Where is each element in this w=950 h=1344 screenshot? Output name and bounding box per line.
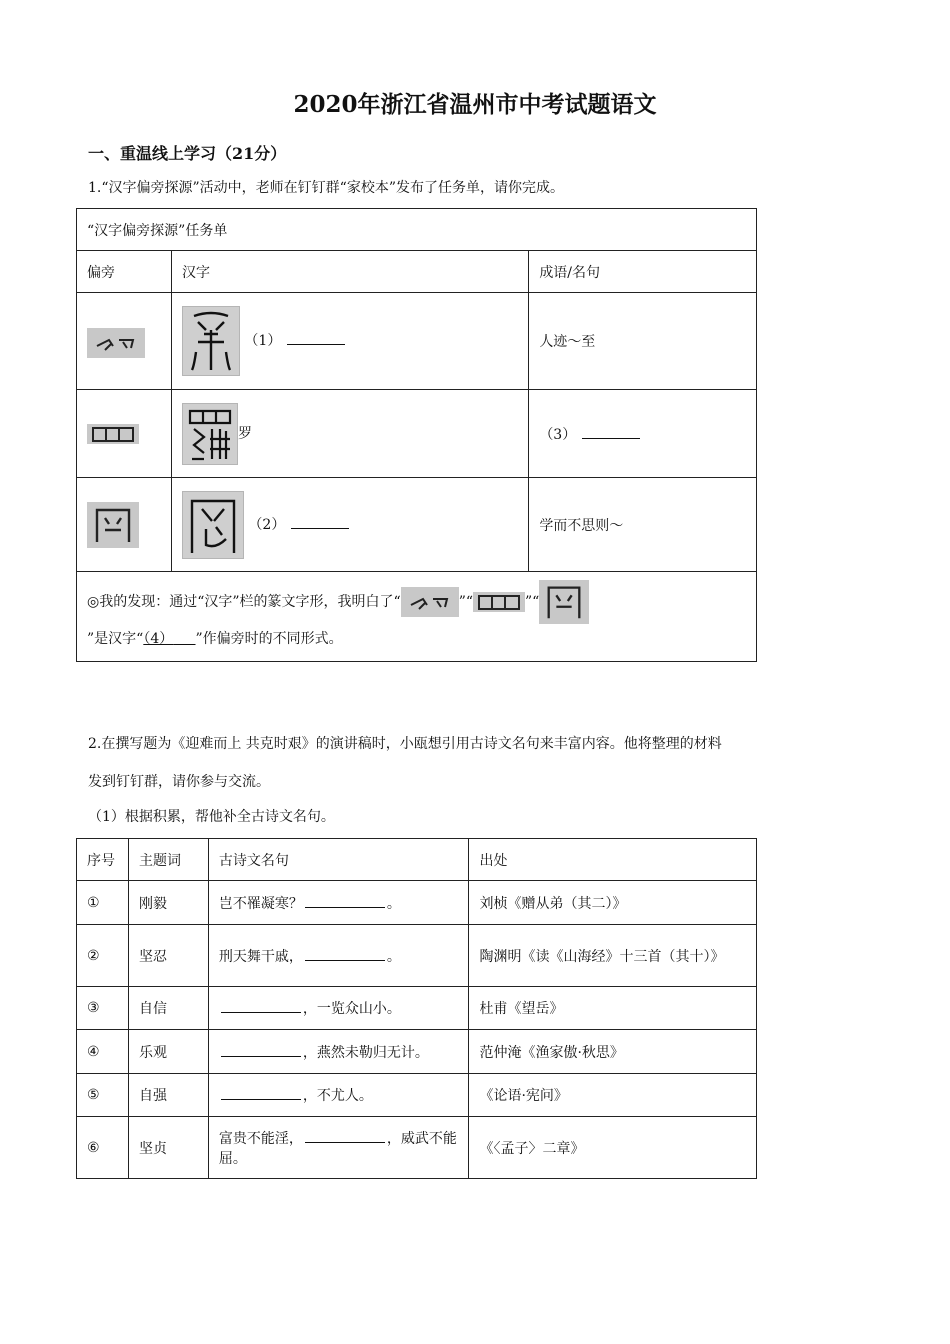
header-quote: 古诗文名句 (208, 839, 469, 881)
quote-before: 富贵不能淫， (218, 1130, 303, 1147)
row-quote (208, 1030, 469, 1074)
table-row (77, 1117, 757, 1179)
row-source: 《〈孟子〉二章》 (469, 1117, 757, 1179)
row-num: ② (77, 925, 129, 987)
quote-blank[interactable] (305, 1142, 385, 1143)
finding-suffix-b: ”作偏旁时的不同形式。 (195, 630, 343, 647)
finding-prefix: ◎我的发现：通过“汉字”栏的篆文字形，我明白了“ (87, 593, 401, 610)
row-quote (208, 1074, 469, 1117)
quote-after: ，不尤人。 (302, 1088, 373, 1104)
seal-han-icon (182, 306, 240, 376)
row-theme: 自信 (128, 987, 208, 1030)
radical-wang-top-icon (401, 587, 459, 617)
answer-blank-3[interactable] (582, 438, 640, 439)
row-theme: 刚毅 (128, 881, 208, 925)
phrase-cell-2: 学而不思则～ (529, 478, 757, 572)
row-num: ③ (77, 987, 129, 1030)
row-source: 刘桢《赠从弟（其二）》 (469, 881, 757, 925)
quote-after: 。 (386, 948, 401, 965)
char-label-1: （1） (244, 333, 282, 349)
quote-blank[interactable] (305, 907, 385, 908)
phrase-cell-1: 人迹～至 (529, 293, 757, 390)
row-theme: 乐观 (128, 1030, 208, 1074)
table-row (77, 925, 757, 987)
table-row (77, 1074, 757, 1117)
row-source: 陶渊明《读《山海经》十三首（其十）》 (469, 925, 757, 987)
question-2-line2: 发到钉钉群，请你参与交流。 (88, 774, 270, 790)
finding-quote-sep: ”“ (458, 593, 474, 610)
quote-after: 。 (386, 895, 401, 912)
table-caption: “汉字偏旁探源”任务单 (77, 209, 757, 251)
phrase-cell-3: （3） (539, 426, 577, 443)
char-label-2: 罗 (237, 425, 252, 442)
row-quote (208, 925, 469, 987)
header-phrase: 成语/名句 (529, 251, 757, 293)
row-theme: 坚忍 (128, 925, 208, 987)
quote-after: ，燕然未勒归无计。 (302, 1044, 429, 1061)
row-theme: 坚贞 (128, 1117, 208, 1179)
row-num: ④ (77, 1030, 129, 1074)
header-theme: 主题词 (128, 839, 208, 881)
quote-blank[interactable] (305, 960, 385, 961)
blank-4-label: （4） (143, 630, 174, 647)
header-radical: 偏旁 (77, 251, 172, 293)
quote-after: ，威武不能屈。 (218, 1130, 457, 1167)
table-row (77, 478, 757, 572)
page-title: 2020年浙江省温州市中考试题语文 (293, 91, 657, 118)
row-num: ① (77, 881, 129, 925)
seal-luo-icon (182, 403, 238, 465)
quote-before: 岂不罹凝寒？ (218, 895, 303, 912)
section-heading: 一、重温线上学习（21分） (88, 144, 287, 163)
radical-wang-frame-icon (539, 580, 589, 624)
row-quote (208, 881, 469, 925)
table-row (77, 293, 757, 390)
finding-suffix-a: ”是汉字“ (87, 630, 144, 647)
radical-task-table (76, 208, 757, 662)
table-row (77, 1030, 757, 1074)
quote-before: 刑天舞干戚， (218, 948, 303, 965)
row-num: ⑥ (77, 1117, 129, 1179)
radical-wang-net-icon (87, 424, 139, 444)
row-num: ⑤ (77, 1074, 129, 1117)
quote-blank[interactable] (221, 1056, 301, 1057)
answer-blank-2[interactable] (291, 528, 349, 529)
table-row (77, 881, 757, 925)
question-2-sub1: （1）根据积累，帮他补全古诗文名句。 (88, 809, 335, 825)
row-quote (208, 1117, 469, 1179)
row-quote (208, 987, 469, 1030)
answer-blank-1[interactable] (287, 344, 345, 345)
row-source: 《论语·宪问》 (469, 1074, 757, 1117)
table-row (77, 390, 757, 478)
finding-quote-sep: ”“ (525, 593, 540, 610)
char-label-3: （2） (248, 516, 286, 533)
radical-wang-net-icon (473, 592, 525, 612)
quote-blank[interactable] (221, 1099, 301, 1100)
quote-blank[interactable] (221, 1012, 301, 1013)
quote-after: ，一览众山小。 (302, 1001, 401, 1017)
header-character: 汉字 (171, 251, 528, 293)
header-num: 序号 (77, 839, 129, 881)
answer-blank-4[interactable] (143, 631, 195, 647)
header-source: 出处 (469, 839, 757, 881)
question-2-line1: 2.在撰写题为《迎难而上 共克时艰》的演讲稿时，小瓯想引用古诗文名句来丰富内容。他将整理的材料 (88, 736, 722, 752)
finding-cell (77, 572, 757, 662)
table-row (77, 987, 757, 1030)
seal-wang-icon (182, 491, 244, 559)
question-1-text: 1.“汉字偏旁探源”活动中，老师在钉钉群“家校本”发布了任务单，请你完成。 (88, 180, 564, 196)
radical-wang-frame-icon (87, 502, 139, 548)
radical-wang-top-icon (87, 328, 145, 358)
row-theme: 自强 (128, 1074, 208, 1117)
row-source: 范仲淹《渔家傲·秋思》 (469, 1030, 757, 1074)
row-source: 杜甫《望岳》 (469, 987, 757, 1030)
poetry-table (76, 838, 757, 1179)
